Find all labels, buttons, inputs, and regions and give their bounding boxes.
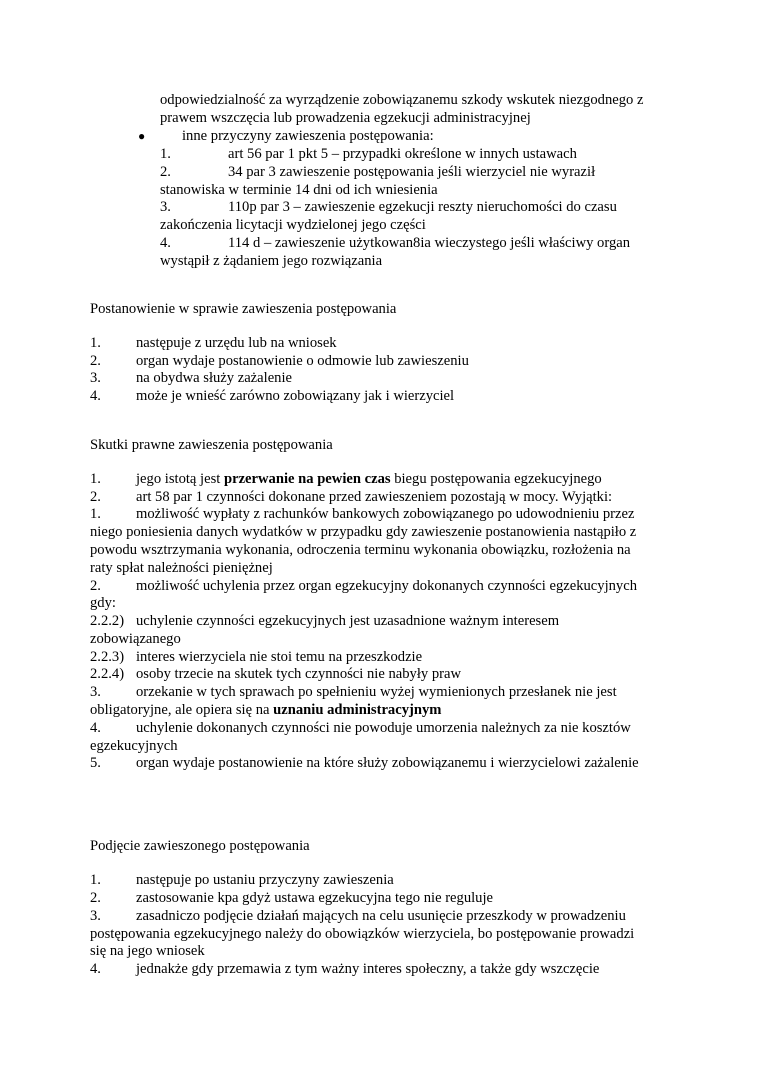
- s2-sub1-cont2: powodu wsztrzymania wykonania, odroczenia terminu wykonania obowiązku, rozłożenia na: [90, 542, 631, 558]
- s3-item-4-num: 4.: [90, 961, 101, 977]
- s2-sub2-text: możliwość uchylenia przez organ egzekucyjny dokonanych czynności egzekucyjnych: [136, 578, 637, 594]
- top-item-3-cont: zakończenia licytacji wydzielonej jego części: [160, 217, 426, 233]
- s3-item-1-num: 1.: [90, 872, 101, 888]
- s2-sub1-cont3: raty spłat należności pieniężnej: [90, 560, 273, 576]
- s2-item-1-num: 1.: [90, 471, 101, 487]
- s3-item-4-text: jednakże gdy przemawia z tym ważny interes społeczny, a także gdy wszczęcie: [136, 961, 600, 977]
- s2-sub3-cont: obligatoryjne, ale opiera się na uznaniu administracyjnym: [90, 702, 442, 718]
- s2-item-2-text: art 58 par 1 czynności dokonane przed zawieszeniem pozostają w mocy. Wyjątki:: [136, 489, 613, 505]
- s1-item-4-num: 4.: [90, 388, 101, 404]
- s1-item-2-num: 2.: [90, 353, 101, 369]
- s2-sub22-1-cont: zobowiązanego: [90, 631, 181, 647]
- s3-item-3-cont1: postępowania egzekucyjnego należy do obowiązków wierzyciela, bo postępowanie prowadzi: [90, 926, 635, 942]
- section2-heading: Skutki prawne zawieszenia postępowania: [90, 437, 333, 453]
- top-item-4-num: 4.: [160, 235, 171, 251]
- s2-sub4-num: 4.: [90, 720, 101, 736]
- top-item-3-text: 110p par 3 – zawieszenie egzekucji reszty nieruchomości do czasu: [228, 199, 617, 215]
- s2-sub22-3-num: 2.2.4): [90, 666, 125, 682]
- s2-sub4-text: uchylenie dokonanych czynności nie powoduje umorzenia należnych za nie kosztów: [136, 720, 631, 736]
- section1-heading: Postanowienie w sprawie zawieszenia postępowania: [90, 301, 397, 317]
- s3-item-1-text: następuje po ustaniu przyczyny zawieszenia: [136, 872, 394, 888]
- top-item-4-cont: wystąpił z żądaniem jego rozwiązania: [160, 253, 383, 269]
- top-item-2-num: 2.: [160, 164, 171, 180]
- top-item-3-num: 3.: [160, 199, 171, 215]
- s2-sub5-text: organ wydaje postanowienie na które służy zobowiązanemu i wierzycielowi zażalenie: [136, 755, 639, 771]
- s2-sub2-num: 2.: [90, 578, 101, 594]
- s3-item-2-num: 2.: [90, 890, 101, 906]
- s2-sub2-cont: gdy:: [90, 595, 116, 611]
- s1-item-4-text: może je wnieść zarówno zobowiązany jak i wierzyciel: [136, 388, 455, 404]
- s2-sub3-bold: uznaniu administracyjnym: [273, 702, 442, 718]
- bullet-text: inne przyczyny zawieszenia postępowania:: [182, 128, 434, 144]
- s1-item-1-text: następuje z urzędu lub na wniosek: [136, 335, 337, 351]
- s2-sub1-num: 1.: [90, 506, 101, 522]
- s2-sub22-2-text: interes wierzyciela nie stoi temu na przeszkodzie: [136, 649, 423, 665]
- s2-sub3-num: 3.: [90, 684, 101, 700]
- top-line-1: odpowiedzialność za wyrządzenie zobowiązanemu szkody wskutek niezgodnego z: [160, 92, 644, 108]
- s3-item-3-text: zasadniczo podjęcie działań mających na celu usunięcie przeszkody w prowadzeniu: [136, 908, 626, 924]
- s2-sub5-num: 5.: [90, 755, 101, 771]
- s2-sub22-1-text: uchylenie czynności egzekucyjnych jest uzasadnione ważnym interesem: [136, 613, 560, 629]
- s3-item-2-text: zastosowanie kpa gdyż ustawa egzekucyjna tego nie reguluje: [136, 890, 494, 906]
- top-item-1-num: 1.: [160, 146, 171, 162]
- s2-sub22-3-text: osoby trzecie na skutek tych czynności nie nabyły praw: [136, 666, 462, 682]
- top-item-4-text: 114 d – zawieszenie użytkowan8ia wieczystego jeśli właściwy organ: [228, 235, 631, 251]
- s2-sub22-1-num: 2.2.2): [90, 613, 125, 629]
- s1-item-2-text: organ wydaje postanowienie o odmowie lub zawieszeniu: [136, 353, 469, 369]
- s1-item-1-num: 1.: [90, 335, 101, 351]
- top-line-2: prawem wszczęcia lub prowadzenia egzekucji administracyjnej: [160, 110, 531, 126]
- top-item-2-text: 34 par 3 zawieszenie postępowania jeśli wierzyciel nie wyraził: [228, 164, 596, 180]
- s1-item-3-num: 3.: [90, 370, 101, 386]
- s2-item-1-text: jego istotą jest przerwanie na pewien czas biegu postępowania egzekucyjnego: [136, 471, 602, 487]
- s2-sub3-text: orzekanie w tych sprawach po spełnieniu wyżej wymienionych przesłanek nie jest: [136, 684, 617, 700]
- s2-sub4-cont: egzekucyjnych: [90, 738, 178, 754]
- s3-item-3-num: 3.: [90, 908, 101, 924]
- s2-item-2-num: 2.: [90, 489, 101, 505]
- s3-item-3-cont2: się na jego wniosek: [90, 943, 205, 959]
- s2-sub22-2-num: 2.2.3): [90, 649, 125, 665]
- s2-item-1-bold: przerwanie na pewien czas: [223, 471, 391, 487]
- s2-sub1-text: możliwość wypłaty z rachunków bankowych zobowiązanego po udowodnieniu przez: [136, 506, 635, 522]
- s1-item-3-text: na obydwa służy zażalenie: [136, 370, 292, 386]
- bullet-icon: ●: [138, 129, 146, 143]
- top-item-2-cont: stanowiska w terminie 14 dni od ich wniesienia: [160, 182, 438, 198]
- top-item-1-text: art 56 par 1 pkt 5 – przypadki określone w innych ustawach: [228, 146, 577, 162]
- section3-heading: Podjęcie zawieszonego postępowania: [90, 838, 310, 854]
- s2-sub1-cont1: niego poniesienia danych wydatków w przypadku gdy zawieszenie postanowienia nastąpiło z: [90, 524, 637, 540]
